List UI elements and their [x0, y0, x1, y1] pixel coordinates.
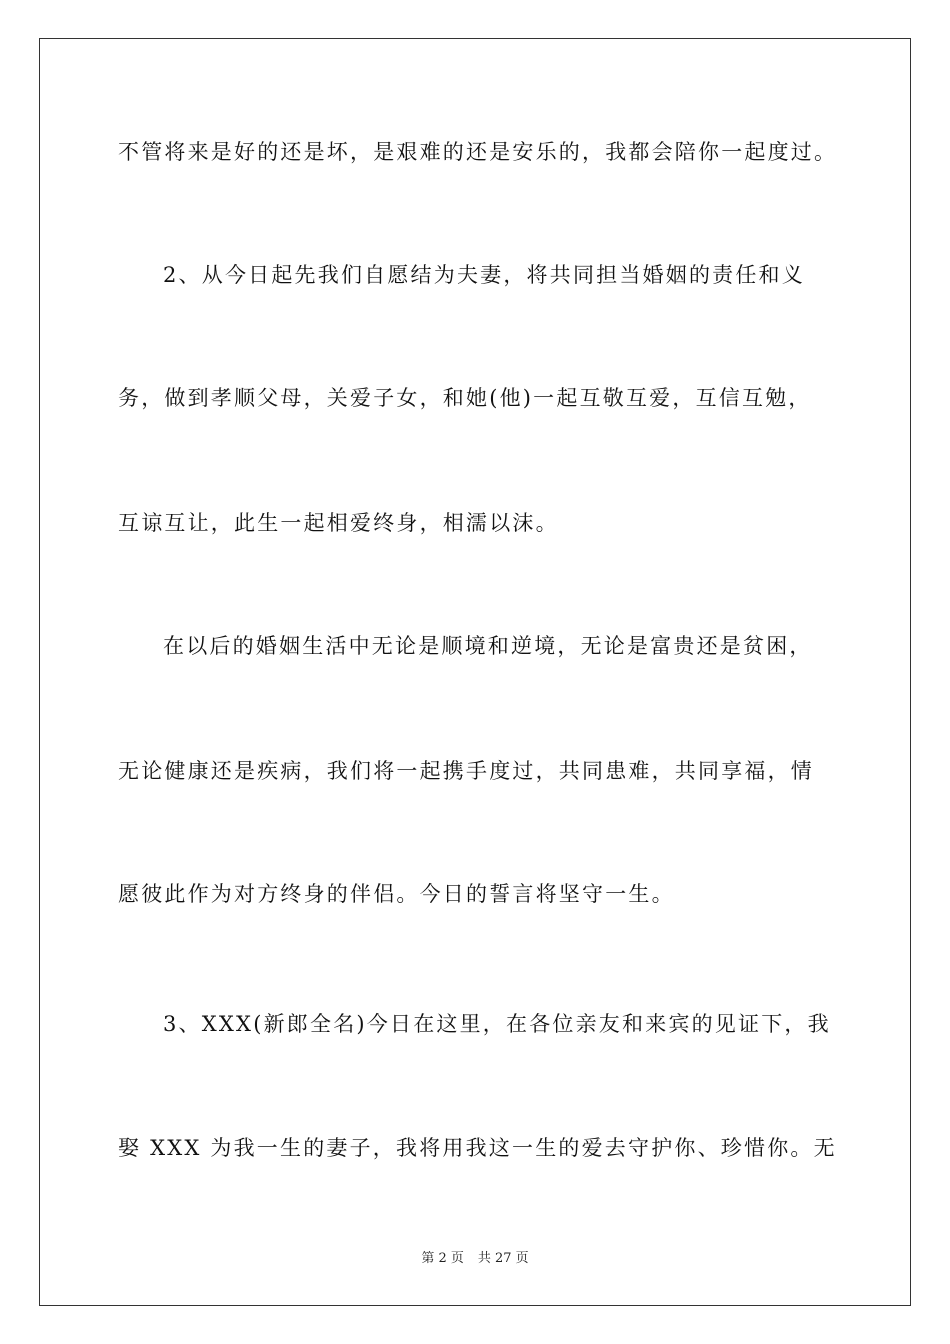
current-page-number: 第 2 页 — [421, 1251, 464, 1266]
text-line-9: 娶 XXX 为我一生的妻子，我将用我这一生的爱去守护你、珍惜你。无 — [118, 1136, 837, 1160]
text-line-3: 务，做到孝顺父母，关爱子女，和她(他)一起互敬互爱，互信互勉， — [118, 386, 812, 410]
text-line-8: 3、XXX(新郎全名)今日在这里，在各位亲友和来宾的见证下，我 — [163, 1012, 831, 1036]
text-line-4: 互谅互让，此生一起相爱终身，相濡以沫。 — [118, 511, 559, 535]
page-border — [39, 38, 911, 1306]
page-footer — [0, 1247, 950, 1266]
text-line-1: 不管将来是好的还是坏，是艰难的还是安乐的，我都会陪你一起度过。 — [118, 140, 838, 164]
text-line-2: 2、从今日起先我们自愿结为夫妻，将共同担当婚姻的责任和义 — [163, 263, 805, 287]
text-line-6: 无论健康还是疾病，我们将一起携手度过，共同患难，共同享福，情 — [118, 759, 814, 783]
total-page-count: 共 27 页 — [477, 1251, 529, 1266]
text-line-7: 愿彼此作为对方终身的伴侣。今日的誓言将坚守一生。 — [118, 882, 675, 906]
text-line-5: 在以后的婚姻生活中无论是顺境和逆境，无论是富贵还是贫困， — [163, 634, 813, 658]
